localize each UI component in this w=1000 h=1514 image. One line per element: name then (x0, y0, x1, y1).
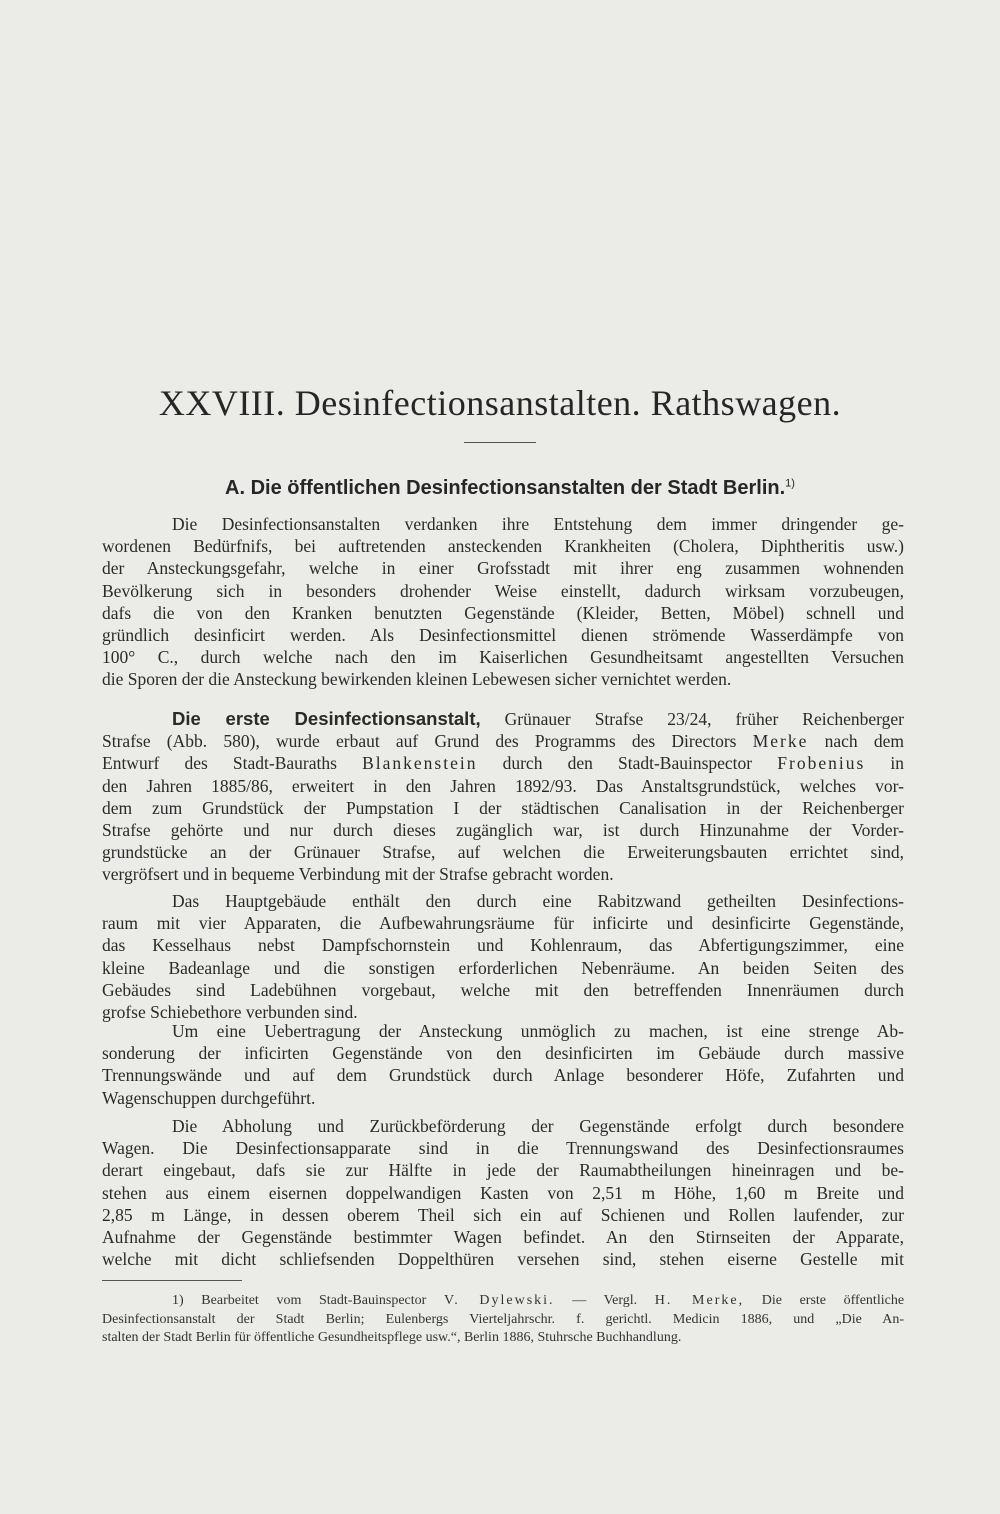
text-line: den Jahren 1885/86, erweitert in den Jahren 1892/93. Das Anstaltsgrundstück, welches vor- (102, 775, 904, 796)
paragraph-2 (102, 708, 904, 886)
text-fragment: 1) Bearbeitet vom Stadt-Bauinspector (172, 1293, 427, 1308)
chapter-title: XXVIII. Desinfectionsanstalten. Rathswagen. (158, 383, 842, 423)
text-fragment: Die erste öffentliche (761, 1293, 905, 1308)
text-line (102, 730, 904, 752)
text-line: Um eine Uebertragung der Ansteckung unmöglich zu machen, ist eine strenge Ab- (172, 1021, 904, 1041)
text-line: Trennungswände und auf dem Grundstück durch Anlage besonderer Höfe, Zufahrten und (102, 1065, 904, 1086)
text-line: vergröfsert und in bequeme Verbindung mit der Strafse gebracht worden. (102, 864, 614, 885)
text-line: wordenen Bedürfnifs, bei auftretenden ansteckenden Krankheiten (Cholera, Diphtheritis usw.) (102, 536, 904, 557)
text-line: das Kesselhaus nebst Dampfschornstein und Kohlenraum, das Abfertigungszimmer, eine (102, 935, 904, 956)
text-line: Wagen. Die Desinfectionsapparate sind in die Trennungswand des Desinfectionsraumes (102, 1138, 904, 1159)
person-name: Blankenstein (362, 753, 478, 774)
text-line: Strafse gehörte und nur durch dieses zugänglich war, ist durch Hinzunahme der Vorder- (102, 820, 904, 841)
text-line: Aufnahme der Gegenstände bestimmter Wagen befindet. An den Stirnseiten der Apparate, (102, 1227, 904, 1248)
text-fragment: durch den Stadt-Bauinspector (502, 753, 753, 774)
section-title (140, 477, 880, 500)
text-line: 100° C., durch welche nach den im Kaiserlichen Gesundheitsamt angestellten Versuchen (102, 647, 904, 668)
text-line: Bevölkerung sich in besonders drohender Weise einstellt, dadurch wirksam vorzubeugen, (102, 580, 904, 601)
text-line: der Ansteckungsgefahr, welche in einer Grofsstadt mit ihrer eng zusammen wohnenden (102, 558, 904, 579)
footnote-rule (102, 1280, 242, 1281)
text-line: raum mit vier Apparaten, die Aufbewahrungsräume für inficirte und desinficirte Gegenstände, (102, 913, 904, 934)
text-line: dafs die von den Kranken benutzten Gegenstände (Kleider, Betten, Möbel) schnell und (102, 602, 904, 623)
footnote-line: Desinfectionsanstalt der Stadt Berlin; Eulenbergs Vierteljahrschr. f. gerichtl. Medicin 1886, und „Die An- (102, 1311, 904, 1327)
section-footnote-mark: 1) (785, 477, 795, 490)
text-line: Wagenschuppen durchgeführt. (102, 1087, 316, 1108)
person-name: Frobenius (777, 753, 866, 774)
title-rule (464, 442, 536, 443)
text-line (102, 752, 904, 774)
section-title-text: A. Die öffentlichen Desinfectionsanstalten der Stadt Berlin. (225, 477, 786, 499)
footnote-line: stalten der Stadt Berlin für öffentliche Gesundheitspflege usw.“, Berlin 1886, Stuhrsche Buchhandlung. (102, 1330, 682, 1345)
text-line: Die Abholung und Zurückbeförderung der Gegenstände erfolgt durch besondere (172, 1116, 904, 1136)
paragraph-1 (102, 513, 904, 691)
text-line: sonderung der inficirten Gegenstände von den desinficirten im Gebäude durch massive (102, 1043, 904, 1064)
text-fragment: Grünauer Strafse 23/24, früher Reichenberger (504, 709, 904, 729)
text-line: Das Hauptgebäude enthält den durch eine Rabitzwand getheilten Desinfections- (172, 891, 904, 911)
footnote-line (102, 1292, 904, 1311)
paragraph-lead: Die erste Desinfectionsanstalt, (172, 708, 481, 729)
text-line: gründlich desinficirt werden. Als Desinfectionsmittel dienen strömende Wasserdämpfe von (102, 625, 904, 646)
text-fragment: — Vergl. (572, 1293, 638, 1308)
text-line: Die Desinfectionsanstalten verdanken ihre Entstehung dem immer dringender ge- (172, 514, 904, 534)
text-line: 2,85 m Länge, in dessen oberem Theil sich ein auf Schienen und Rollen laufender, zur (102, 1204, 904, 1225)
text-line: dem zum Grundstück der Pumpstation I der städtischen Canalisation in der Reichenberger (102, 797, 904, 818)
text-line: die Sporen der die Ansteckung bewirkenden kleinen Lebewesen sicher vernichtet werden. (102, 669, 732, 690)
text-line: Gebäudes sind Ladebühnen vorgebaut, welche mit den betreffenden Innenräumen durch (102, 979, 904, 1000)
text-fragment: nach dem (824, 731, 905, 752)
person-name: V. Dylewski. (443, 1293, 555, 1308)
text-line: derart eingebaut, dafs sie zur Hälfte in jede der Raumabtheilungen hineinragen und be- (102, 1160, 904, 1181)
footnote (102, 1292, 904, 1348)
text-line: kleine Badeanlage und die sonstigen erforderlichen Nebenräume. An beiden Seiten des (102, 957, 904, 978)
person-name: H. Merke, (654, 1293, 745, 1308)
text-line: welche mit dicht schliefsenden Doppelthüren versehen sind, stehen eiserne Gestelle mit (102, 1249, 904, 1270)
text-fragment: in (890, 753, 905, 774)
paragraph-4 (102, 1020, 904, 1109)
text-fragment: Entwurf des Stadt-Bauraths (102, 753, 337, 774)
person-name: Merke (752, 731, 809, 752)
text-line: stehen aus einem eisernen doppelwandigen Kasten von 2,51 m Höhe, 1,60 m Breite und (102, 1182, 904, 1203)
text-line: grofse Schiebethore verbunden sind. (102, 1002, 358, 1023)
paragraph-3 (102, 890, 904, 1023)
paragraph-5 (102, 1115, 904, 1270)
text-fragment: Strafse (Abb. 580), wurde erbaut auf Grund des Programms des Directors (102, 731, 737, 752)
text-line (102, 708, 904, 730)
text-line: grundstücke an der Grünauer Strafse, auf welchen die Erweiterungsbauten errichtet sind, (102, 842, 904, 863)
